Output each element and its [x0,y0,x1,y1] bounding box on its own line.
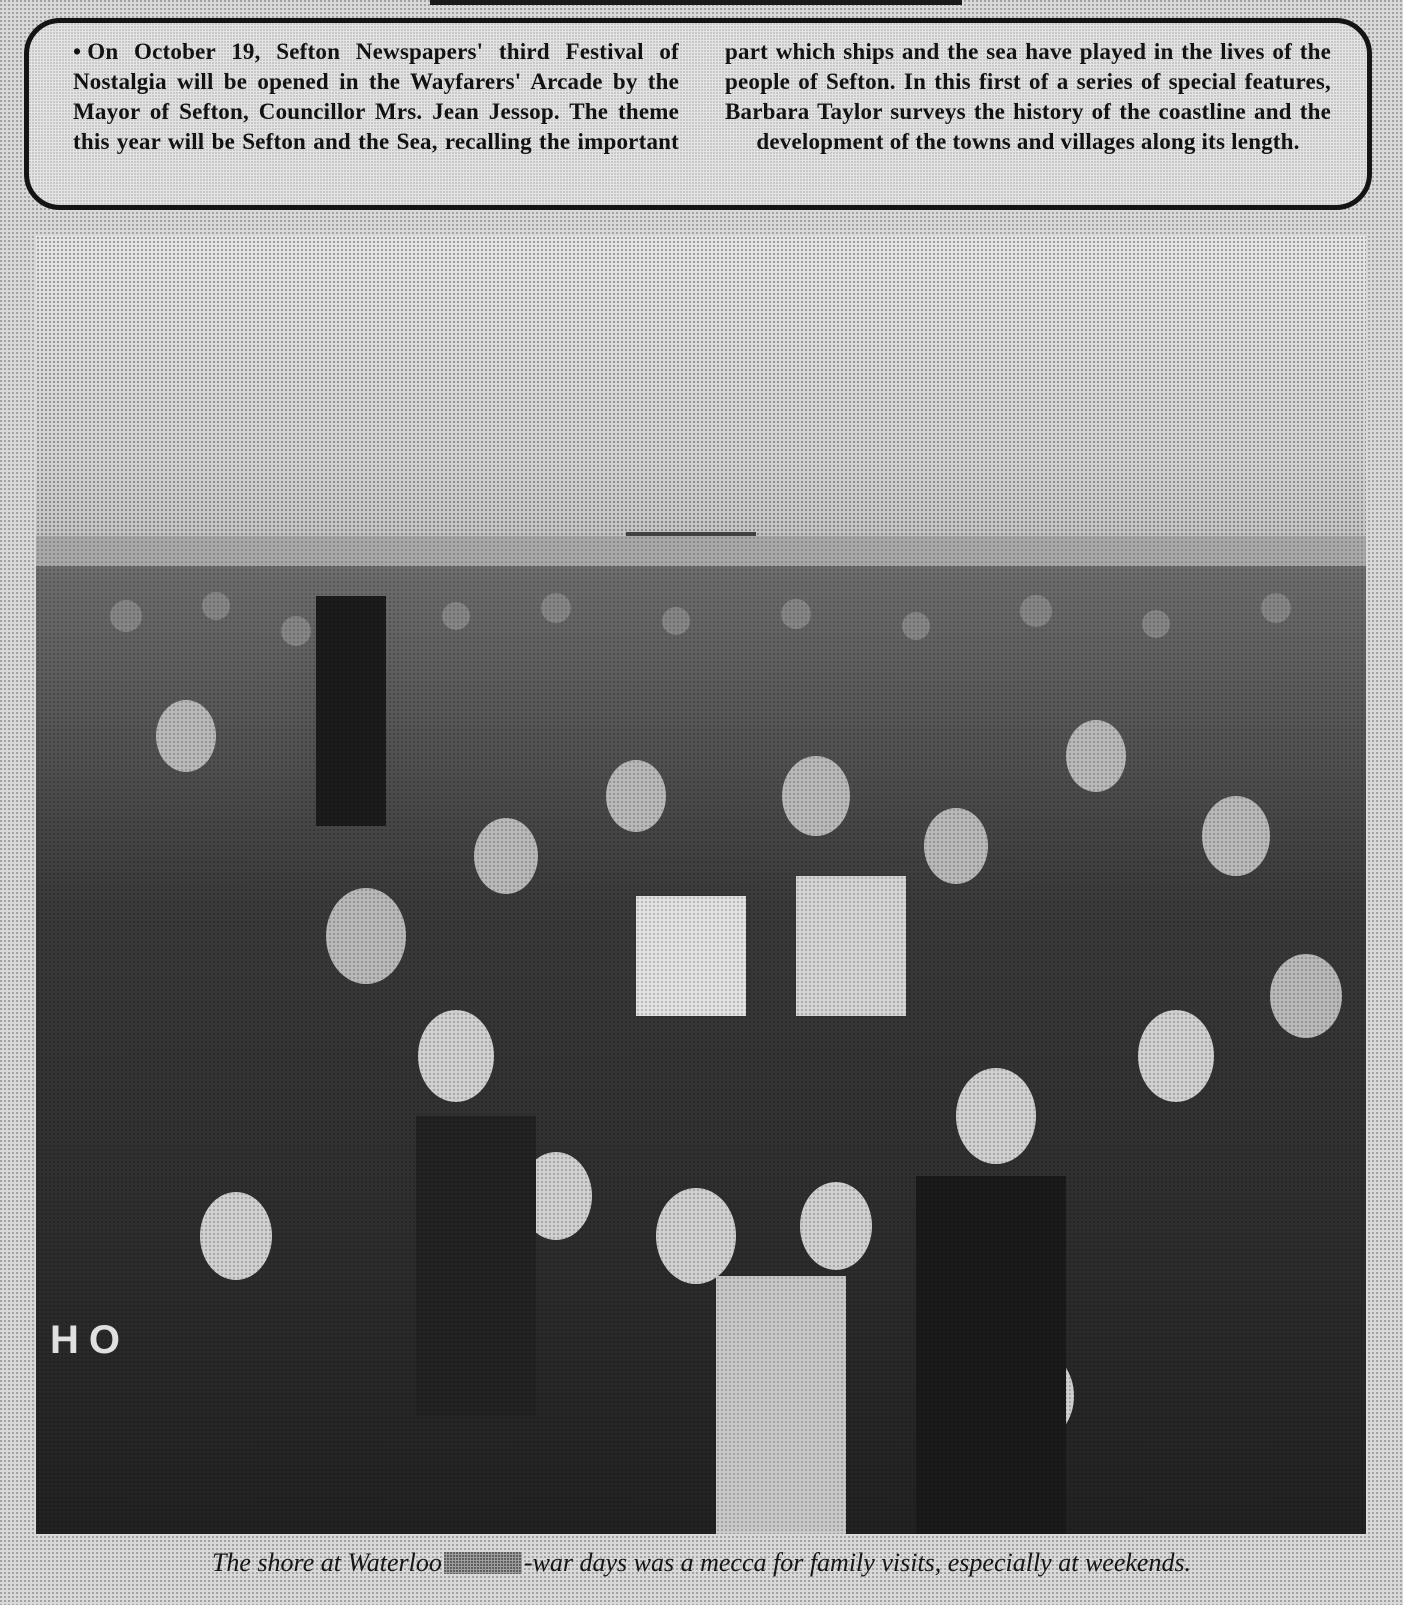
intro-box [24,18,1372,210]
top-rule [430,0,962,5]
obscured-text [444,1552,522,1574]
photo-illustration [36,236,1366,1534]
photo-watermark: HO [50,1318,130,1362]
bullet-icon: • [73,39,82,64]
beach-crowd-photo [36,236,1366,1534]
intro-text [73,37,1331,157]
photo-caption [0,1548,1403,1578]
caption-before: The shore at Waterloo [211,1548,442,1577]
caption-after: -war days was a mecca for family visits, especially at weekends. [523,1548,1192,1577]
intro-paragraph: On October 19, Sefton Newspapers' third Festival of Nostalgia will be opened in the Wayfarers' Arcade by the Mayor of Sefton, Councillor Mrs. Jean Jessop. The theme this year will be Sefton and the Sea, recalling the important part which ships and the sea have played in the lives of the people of Sefton. In this first of a series of special features, Barbara Taylor surveys the history of the coastline and the development of the towns and villages along its length. [73,39,1331,154]
